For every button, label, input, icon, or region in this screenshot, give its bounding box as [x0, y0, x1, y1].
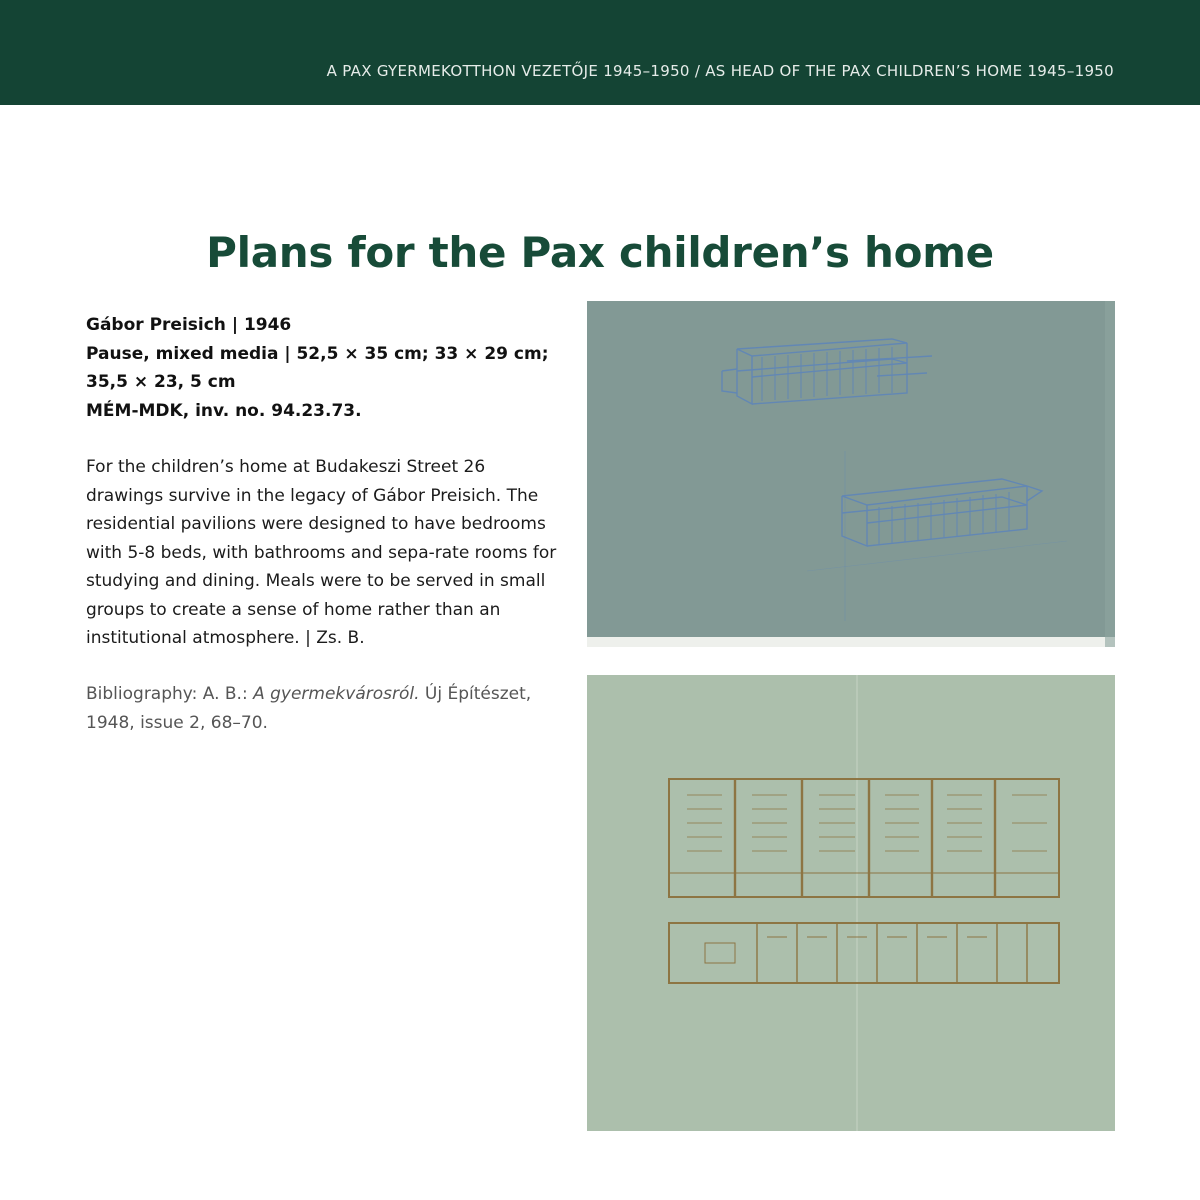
page-title: Plans for the Pax children’s home [206, 228, 994, 277]
perspective-sketch-image [587, 301, 1115, 647]
description-text: For the children’s home at Budakeszi Street 26 drawings survive in the legacy of Gábor Preisich. The residential pavilions were designed to have bedrooms with 5-8 beds, with bathrooms and sepa-rate rooms for studying and dining. Meals were to be served in small groups to create a sense of home rather than an institutional atmosphere. | Zs. B. [86, 457, 557, 648]
medium-dimensions: Pause, mixed media | 52,5 × 35 cm; 33 × 29 cm; 35,5 × 23, 5 cm [86, 343, 549, 392]
artwork-metadata [86, 311, 561, 425]
bibliography [86, 680, 561, 737]
bibliography-title: A gyermekvárosról. [253, 684, 420, 704]
inventory-number: MÉM-MDK, inv. no. 94.23.73. [86, 400, 362, 421]
bibliography-prefix: Bibliography: A. B.: [86, 684, 254, 704]
header-band [0, 0, 1200, 105]
floor-plan-image [587, 675, 1115, 1131]
bibliography-suffix: Új Építészet, 1948, issue 2, 68–70. [86, 684, 532, 733]
artist-year: Gábor Preisich | 1946 [86, 315, 292, 335]
running-header: A PAX GYERMEKOTTHON VEZETŐJE 1945–1950 / AS HEAD OF THE PAX CHILDREN’S HOME 1945–1950 [326, 62, 1114, 80]
